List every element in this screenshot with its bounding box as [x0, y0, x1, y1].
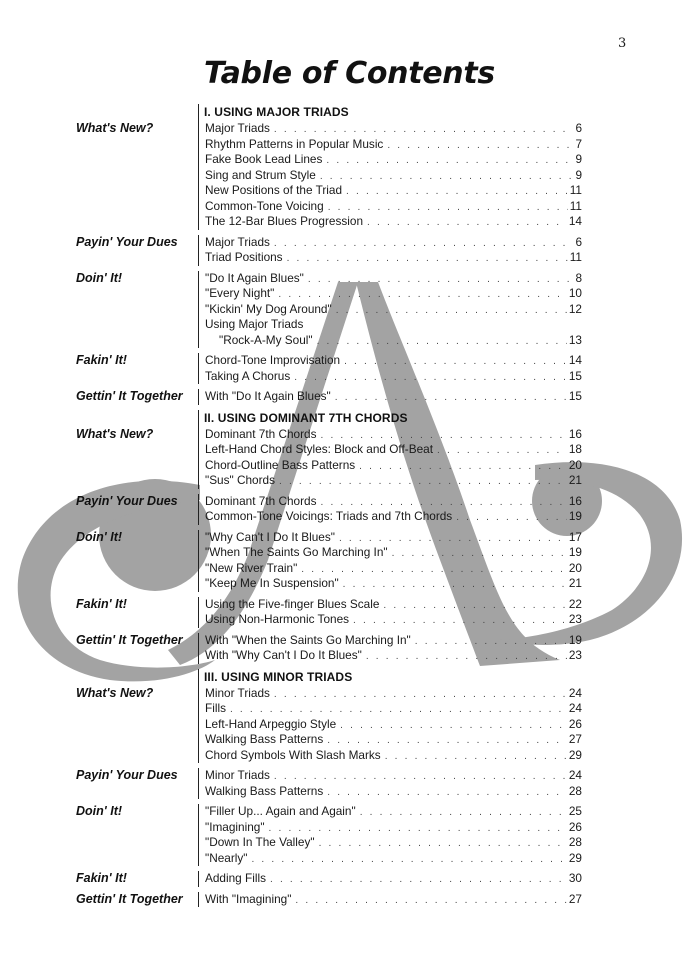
dot-leader — [274, 236, 574, 252]
entry-title: "New River Train" — [205, 560, 298, 575]
entry-page-number: 6 — [575, 121, 582, 135]
entry-title: "Kickin' My Dog Around" — [205, 301, 332, 316]
entry-page-number: 9 — [575, 152, 582, 166]
toc-entry — [205, 333, 582, 349]
group-label: Gettin' It Together — [76, 891, 183, 906]
toc-entry — [205, 286, 582, 302]
dot-leader — [251, 852, 566, 868]
toc-entry — [205, 442, 582, 458]
dot-leader — [279, 474, 567, 490]
toc-entry — [205, 835, 582, 851]
dot-leader — [367, 215, 567, 231]
dot-leader — [415, 634, 567, 650]
entry-page-number: 14 — [568, 353, 582, 367]
part-heading: I. USING MAJOR TRIADS — [204, 104, 700, 121]
dot-leader — [437, 443, 567, 459]
dot-leader — [327, 733, 567, 749]
group-label: What's New? — [76, 121, 154, 135]
entry-page-number: 23 — [568, 648, 582, 662]
toc-group — [0, 271, 700, 349]
entry-page-number: 14 — [568, 214, 582, 228]
toc-group — [0, 892, 700, 908]
entry-page-number: 30 — [568, 871, 582, 885]
entry-title: Chord Symbols With Slash Marks — [205, 747, 381, 762]
dot-leader — [385, 749, 567, 765]
entry-page-number: 11 — [569, 183, 582, 197]
entry-page-number: 16 — [568, 493, 582, 508]
entry-page-number: 24 — [568, 701, 582, 715]
entry-page-number: 20 — [568, 457, 582, 472]
dot-leader — [274, 769, 567, 785]
dot-leader — [320, 495, 566, 511]
dot-leader — [346, 184, 568, 200]
entry-title: "Filler Up... Again and Again" — [205, 804, 356, 818]
toc-entry — [205, 271, 582, 287]
entry-page-number: 8 — [575, 270, 582, 285]
group-label: Payin' Your Dues — [76, 768, 178, 782]
entry-title: Walking Bass Patterns — [205, 732, 324, 746]
toc-entry — [205, 717, 582, 733]
toc-entry — [205, 851, 582, 867]
group-label: What's New? — [76, 685, 154, 700]
toc-group — [0, 235, 700, 266]
dot-leader — [295, 893, 566, 909]
toc-entry — [205, 121, 582, 137]
entry-page-number: 24 — [568, 685, 582, 700]
table-of-contents — [0, 104, 700, 912]
toc-entry — [205, 302, 582, 318]
toc-entry — [205, 317, 582, 333]
toc-entry — [205, 389, 582, 405]
dot-leader — [274, 687, 567, 703]
entry-title: "When The Saints Go Marching In" — [205, 545, 388, 559]
entry-page-number: 25 — [568, 804, 582, 818]
dot-leader — [320, 169, 574, 185]
entry-page-number: 19 — [568, 632, 582, 647]
entry-page-number: 21 — [568, 576, 582, 590]
dot-leader — [336, 303, 567, 319]
dot-leader — [287, 251, 568, 267]
entry-list — [198, 494, 582, 525]
dot-leader — [301, 562, 567, 578]
part-heading: II. USING DOMINANT 7TH CHORDS — [204, 410, 700, 427]
toc-entry — [205, 545, 582, 561]
group-label: Doin' It! — [76, 804, 123, 818]
entry-title: "Keep Me In Suspension" — [205, 576, 339, 590]
dot-leader — [353, 613, 567, 629]
entry-page-number: 15 — [568, 368, 582, 383]
dot-leader — [274, 122, 574, 138]
entry-page-number: 16 — [568, 426, 582, 441]
group-label: Doin' It! — [76, 529, 123, 544]
entry-title: Dominant 7th Chords — [205, 426, 317, 441]
page-number: 3 — [618, 36, 627, 51]
entry-title: Left-Hand Chord Styles: Block and Off-Beat — [205, 442, 433, 456]
toc-group — [0, 389, 700, 405]
toc-entry — [205, 597, 582, 613]
entry-title: "Down In The Valley" — [205, 835, 315, 849]
entry-page-number: 28 — [568, 835, 582, 849]
entry-title: Left-Hand Arpeggio Style — [205, 716, 337, 731]
entry-page-number: 20 — [568, 560, 582, 575]
entry-list — [198, 871, 582, 887]
entry-title: With "Imagining" — [205, 891, 292, 906]
entry-title: Walking Bass Patterns — [205, 783, 324, 798]
entry-list — [198, 121, 582, 230]
entry-title: New Positions of the Triad — [205, 183, 343, 197]
entry-list — [198, 389, 582, 405]
entry-page-number: 13 — [568, 332, 582, 347]
toc-entry — [205, 768, 582, 784]
entry-title: Using Non-Harmonic Tones — [205, 612, 350, 626]
entry-page-number: 24 — [568, 768, 582, 782]
entry-page-number: 7 — [575, 136, 582, 151]
toc-group — [0, 633, 700, 664]
toc-entry — [205, 183, 582, 199]
dot-leader — [269, 821, 567, 837]
entry-title: Fake Book Lead Lines — [205, 152, 323, 166]
entry-title: Using Major Triads — [205, 317, 304, 331]
entry-page-number: 19 — [568, 509, 582, 523]
entry-page-number: 22 — [568, 596, 582, 611]
dot-leader — [392, 546, 567, 562]
entry-title: Minor Triads — [205, 685, 270, 700]
entry-title: With "When the Saints Go Marching In" — [205, 632, 411, 647]
group-label: Doin' It! — [76, 270, 123, 285]
dot-leader — [278, 287, 567, 303]
entry-title: "Rock-A-My Soul" — [219, 332, 313, 347]
group-label: Fakin' It! — [76, 871, 127, 885]
toc-entry — [205, 458, 582, 474]
entry-title: Fills — [205, 701, 226, 715]
entry-title: Dominant 7th Chords — [205, 493, 317, 508]
entry-page-number: 19 — [568, 545, 582, 559]
entry-page-number: 15 — [568, 389, 582, 403]
toc-entry — [205, 509, 582, 525]
toc-entry — [205, 561, 582, 577]
toc-group — [0, 530, 700, 592]
dot-leader — [456, 510, 567, 526]
toc-entry — [205, 820, 582, 836]
entry-title: Chord-Tone Improvisation — [205, 353, 341, 367]
dot-leader — [339, 531, 567, 547]
dot-leader — [319, 836, 567, 852]
entry-page-number: 10 — [568, 286, 582, 300]
dot-leader — [308, 272, 574, 288]
entry-title: "Every Night" — [205, 286, 275, 300]
entry-title: Triad Positions — [205, 250, 283, 264]
dot-leader — [327, 785, 567, 801]
entry-title: Major Triads — [205, 121, 270, 135]
entry-page-number: 29 — [568, 850, 582, 865]
entry-title: Sing and Strum Style — [205, 167, 316, 182]
toc-entry — [205, 235, 582, 251]
toc-entry — [205, 648, 582, 664]
entry-page-number: 26 — [568, 819, 582, 834]
toc-entry — [205, 892, 582, 908]
toc-group — [0, 686, 700, 764]
entry-list — [198, 686, 582, 764]
entry-title: "Do It Again Blues" — [205, 270, 304, 285]
dot-leader — [340, 718, 567, 734]
entry-list — [198, 892, 582, 908]
entry-list — [198, 597, 582, 628]
entry-list — [198, 353, 582, 384]
entry-list — [198, 235, 582, 266]
entry-list — [198, 633, 582, 664]
toc-group — [0, 121, 700, 230]
entry-page-number: 17 — [568, 529, 582, 544]
entry-title: Minor Triads — [205, 768, 270, 782]
entry-title: Using the Five-finger Blues Scale — [205, 596, 380, 611]
entry-list — [198, 427, 582, 489]
toc-entry — [205, 214, 582, 230]
toc-entry — [205, 137, 582, 153]
dot-leader — [294, 370, 567, 386]
dot-leader — [320, 428, 566, 444]
entry-title: Common-Tone Voicings: Triads and 7th Chords — [205, 509, 453, 523]
entry-title: "Sus" Chords — [205, 473, 276, 487]
dot-leader — [317, 334, 567, 350]
entry-page-number: 6 — [575, 234, 582, 249]
toc-group — [0, 427, 700, 489]
entry-page-number: 11 — [569, 250, 582, 264]
toc-entry — [205, 353, 582, 369]
entry-title: The 12-Bar Blues Progression — [205, 214, 364, 228]
toc-entry — [205, 612, 582, 628]
entry-title: "Imagining" — [205, 819, 265, 834]
toc-entry — [205, 784, 582, 800]
entry-title: With "Why Can't I Do It Blues" — [205, 648, 362, 662]
dot-leader — [366, 649, 567, 665]
entry-title: Chord-Outline Bass Patterns — [205, 457, 356, 472]
dot-leader — [326, 153, 573, 169]
entry-title: Major Triads — [205, 234, 270, 249]
toc-group — [0, 494, 700, 525]
toc-entry — [205, 576, 582, 592]
group-label: Gettin' It Together — [76, 632, 183, 647]
toc-entry — [205, 748, 582, 764]
dot-leader — [335, 390, 567, 406]
entry-title: "Why Can't I Do It Blues" — [205, 529, 335, 544]
entry-title: Rhythm Patterns in Popular Music — [205, 136, 384, 151]
dot-leader — [344, 354, 567, 370]
toc-entry — [205, 369, 582, 385]
toc-entry — [205, 250, 582, 266]
entry-list — [198, 768, 582, 799]
entry-title: With "Do It Again Blues" — [205, 389, 331, 403]
toc-entry — [205, 804, 582, 820]
entry-page-number: 21 — [568, 473, 582, 487]
dot-leader — [230, 702, 567, 718]
entry-page-number: 27 — [568, 891, 582, 906]
toc-entry — [205, 199, 582, 215]
dot-leader — [383, 598, 566, 614]
group-label: Gettin' It Together — [76, 389, 183, 403]
entry-title: "Nearly" — [205, 850, 248, 865]
toc-entry — [205, 732, 582, 748]
entry-title: Adding Fills — [205, 871, 266, 885]
toc-group — [0, 597, 700, 628]
entry-page-number: 12 — [568, 301, 582, 316]
entry-page-number: 11 — [569, 198, 582, 213]
toc-group — [0, 804, 700, 866]
toc-entry — [205, 701, 582, 717]
group-label: Fakin' It! — [76, 353, 127, 367]
group-label: Payin' Your Dues — [76, 493, 178, 508]
toc-group — [0, 768, 700, 799]
entry-title: Taking A Chorus — [205, 368, 291, 383]
entry-list — [198, 530, 582, 592]
group-label: Fakin' It! — [76, 596, 127, 611]
dot-leader — [359, 459, 567, 475]
toc-entry — [205, 494, 582, 510]
dot-leader — [387, 138, 573, 154]
entry-page-number: 23 — [568, 612, 582, 626]
entry-title: Common-Tone Voicing — [205, 198, 324, 213]
entry-page-number: 18 — [568, 442, 582, 456]
toc-entry — [205, 473, 582, 489]
toc-entry — [205, 686, 582, 702]
dot-leader — [270, 872, 567, 888]
dot-leader — [360, 805, 567, 821]
entry-page-number: 9 — [575, 167, 582, 182]
entry-page-number: 27 — [568, 732, 582, 746]
entry-page-number: 28 — [568, 783, 582, 798]
toc-entry — [205, 427, 582, 443]
toc-entry — [205, 152, 582, 168]
entry-page-number: 29 — [568, 747, 582, 762]
toc-entry — [205, 530, 582, 546]
toc-entry — [205, 168, 582, 184]
entry-list — [198, 271, 582, 349]
entry-list — [198, 804, 582, 866]
toc-entry — [205, 633, 582, 649]
group-label: What's New? — [76, 426, 154, 441]
toc-entry — [205, 871, 582, 887]
entry-page-number: 26 — [568, 716, 582, 731]
dot-leader — [328, 200, 568, 216]
toc-group — [0, 871, 700, 887]
part-heading: III. USING MINOR TRIADS — [204, 669, 700, 686]
dot-leader — [343, 577, 567, 593]
page-title: Table of Contents — [204, 56, 495, 91]
toc-group — [0, 353, 700, 384]
group-label: Payin' Your Dues — [76, 234, 178, 249]
